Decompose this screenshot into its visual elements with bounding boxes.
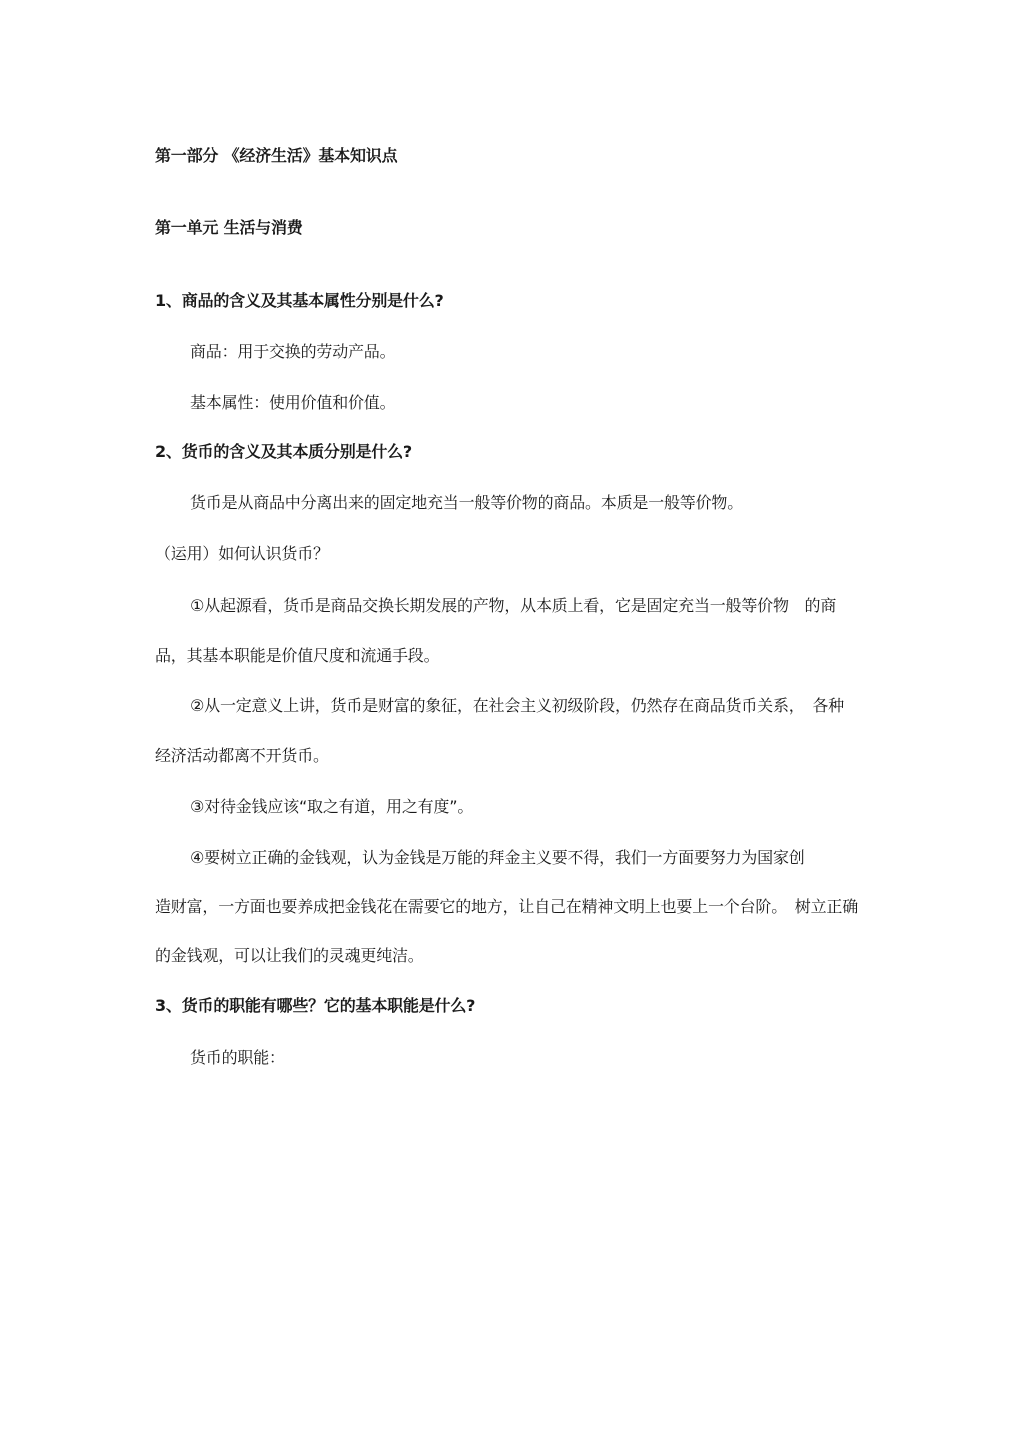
- question-1-answer-attributes: 基本属性：使用价值和价值。: [190, 393, 396, 412]
- question-2-point-3-line-1: ③对待金钱应该“取之有道，用之有度”。: [190, 797, 474, 816]
- question-2-point-4-line-2: 造财富，一方面也要养成把金钱花在需要它的地方，让自己在精神文明上也要上一个台阶。 树立正确: [155, 897, 859, 916]
- unit-title: 第一单元 生活与消费: [155, 218, 303, 237]
- part-title: 第一部分 《经济生活》基本知识点: [155, 146, 398, 165]
- question-3-heading: 3、货币的职能有哪些？它的基本职能是什么?: [155, 996, 476, 1015]
- question-2-apply-heading: （运用）如何认识货币？: [155, 544, 329, 563]
- question-3-answer-intro: 货币的职能：: [190, 1048, 285, 1067]
- question-2-point-4-line-1: ④要树立正确的金钱观，认为金钱是万能的拜金主义要不得，我们一方面要努力为国家创: [190, 848, 805, 867]
- question-2-point-2-line-2: 经济活动都离不开货币。: [155, 746, 329, 765]
- question-2-answer-definition: 货币是从商品中分离出来的固定地充当一般等价物的商品。本质是一般等价物。: [190, 493, 744, 512]
- question-2-point-1-line-1: ①从起源看，货币是商品交换长期发展的产物，从本质上看，它是固定充当一般等价物 的商: [190, 596, 837, 615]
- question-2-heading: 2、货币的含义及其本质分别是什么?: [155, 442, 413, 461]
- question-2-point-2-line-1: ②从一定意义上讲，货币是财富的象征，在社会主义初级阶段，仍然存在商品货币关系， 各种: [190, 696, 844, 715]
- question-1-answer-definition: 商品：用于交换的劳动产品。: [190, 342, 396, 361]
- question-2-point-4-line-3: 的金钱观，可以让我们的灵魂更纯洁。: [155, 946, 424, 965]
- question-1-heading: 1、商品的含义及其基本属性分别是什么?: [155, 291, 444, 310]
- question-2-point-1-line-2: 品，其基本职能是价值尺度和流通手段。: [155, 646, 440, 665]
